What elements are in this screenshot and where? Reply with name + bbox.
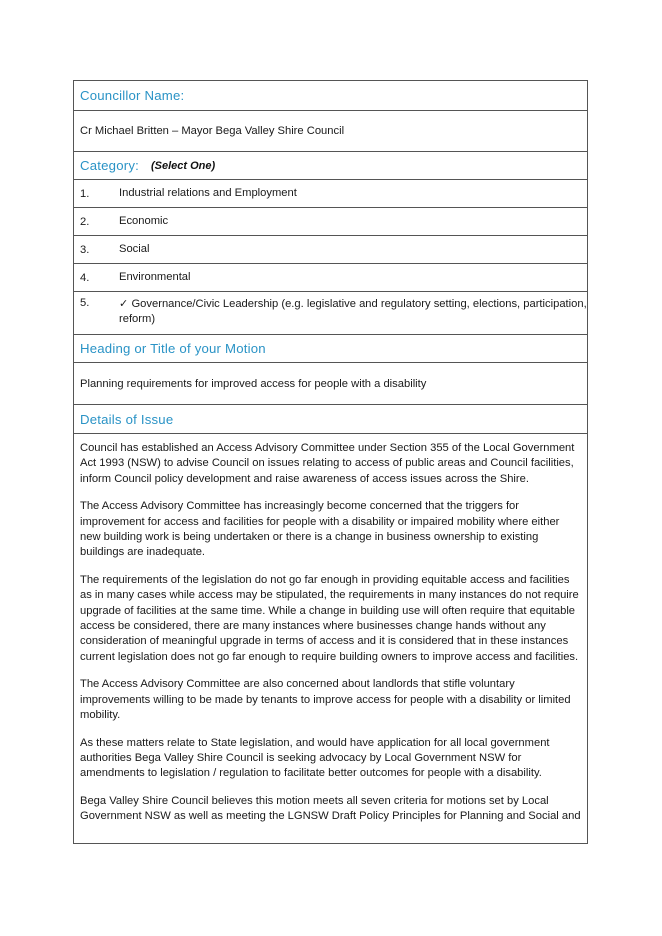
details-body <box>74 434 587 825</box>
category-item-social <box>74 236 587 264</box>
category-item-environmental <box>74 264 587 292</box>
motion-form <box>73 80 588 844</box>
details-paragraph: As these matters relate to State legislation, and would have application for all local government authorities Bega Valley Shire Council is seeking advocacy by Local Government NSW for amendments to legislation / regulation to facilitate better outcomes for people with a disability. <box>80 736 550 780</box>
category-item-label: Governance/Civic Leadership (e.g. legislative and regulatory setting, elections, participation, reform) <box>119 298 587 325</box>
category-heading <box>74 152 587 180</box>
motion-title-text: Planning requirements for improved access for people with a disability <box>80 377 427 390</box>
councillor-name-heading-text: Councillor Name: <box>80 88 185 103</box>
category-item-number: 1. <box>80 187 90 200</box>
motion-title-value <box>74 363 587 405</box>
details-paragraph: The Access Advisory Committee has increasingly become concerned that the triggers for improvement for access and facilities for people with a disability or impaired mobility where either new building work is being undertaken or there is a change in business ownership to existing buildings are inadequate. <box>80 500 560 559</box>
details-paragraph: Bega Valley Shire Council believes this motion meets all seven criteria for motions set by Local Government NSW as well as meeting the LGNSW Draft Policy Principles for Planning and Social and <box>80 794 581 823</box>
category-item-number: 5. <box>80 297 90 309</box>
checkmark-icon: ✓ <box>119 298 129 310</box>
category-item-label: Economic <box>119 215 169 227</box>
category-note: (Select One) <box>150 159 216 172</box>
details-heading <box>74 405 587 434</box>
category-item-economic <box>74 208 587 236</box>
category-item-number: 4. <box>80 271 90 284</box>
category-item-number: 3. <box>80 243 90 256</box>
category-item-label: Environmental <box>119 271 191 283</box>
category-item-label-wrap <box>119 297 587 327</box>
category-heading-text: Category: <box>80 158 139 173</box>
category-item-label: Industrial relations and Employment <box>119 187 297 199</box>
details-paragraph: The Access Advisory Committee are also concerned about landlords that stifle voluntary improvements willing to be made by tenants to improve access for people with a disability or limited mobility. <box>80 678 571 722</box>
councillor-name-value <box>74 111 587 152</box>
councillor-name-text: Cr Michael Britten – Mayor Bega Valley Shire Council <box>80 125 345 137</box>
category-item-industrial-relations <box>74 180 587 208</box>
councillor-name-heading <box>74 81 587 111</box>
details-paragraph: Council has established an Access Advisory Committee under Section 355 of the Local Government Act 1993 (NSW) to advise Council on issues relating to access of public areas and Council facilities, inform Council policy development and raise awareness of access issues across the Shire. <box>80 442 575 485</box>
motion-title-heading-text: Heading or Title of your Motion <box>80 341 266 356</box>
category-item-governance <box>74 292 587 335</box>
motion-title-heading <box>74 335 587 363</box>
category-item-number: 2. <box>80 215 90 228</box>
details-heading-text: Details of Issue <box>80 411 174 427</box>
details-paragraph: The requirements of the legislation do not go far enough in providing equitable access and facilities as in many cases while access may be stipulated, the requirements in many instances do not require upgrade of facilities at the same time. While a change in building use will often require that equitable access be considered, there are many instances where businesses change hands without any consideration of meaningful upgrade in terms of access and it is considered that in these instances current legislation does not go far enough to require building owners to improve access and facilities. <box>80 573 579 663</box>
category-item-label: Social <box>119 243 150 255</box>
